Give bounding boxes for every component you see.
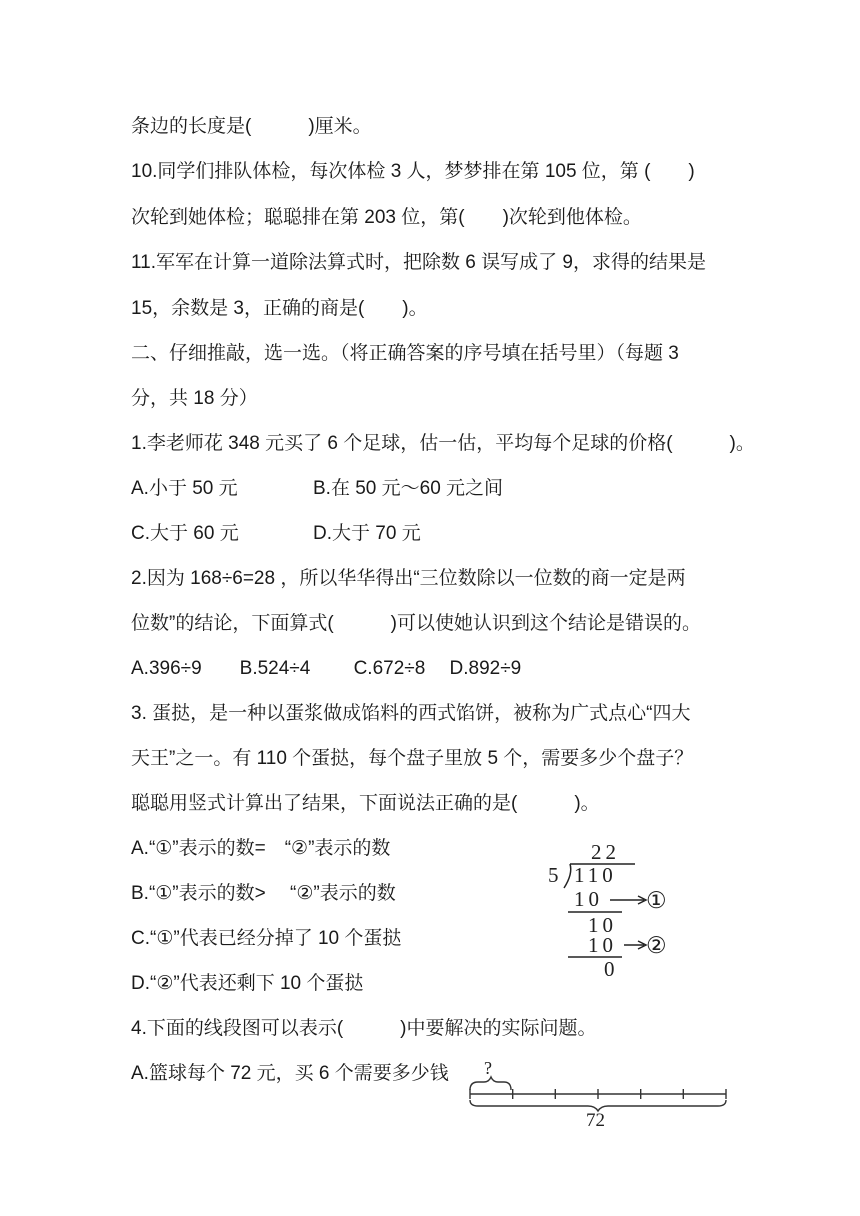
question-10-line-2: 次轮到她体检；聪聪排在第 203 位，第( )次轮到他体检。 — [131, 207, 642, 228]
division-bring-down: 10 — [588, 913, 617, 937]
mc-1-option-c: C.大于 60 元 — [131, 523, 239, 544]
segment-total-label: 72 — [586, 1110, 605, 1131]
marker-circled-2: ② — [646, 933, 667, 958]
mc-4-option-a: A.篮球每个 72 元，买 6 个需要多少钱 — [131, 1063, 449, 1084]
mc-question-3-line-2: 天王”之一。有 110 个蛋挞，每个盘子里放 5 个，需要多少个盘子？ — [131, 748, 694, 769]
division-remainder: 0 — [604, 957, 615, 980]
long-division-diagram — [540, 838, 680, 980]
mc-3-option-a: A.“①”表示的数= “②”表示的数 — [131, 838, 391, 859]
mc-question-3-line-1: 3. 蛋挞，是一种以蛋浆做成馅料的西式馅饼，被称为广式点心“四大 — [131, 703, 691, 724]
question-10-line-1: 10.同学们排队体检，每次体检 3 人，梦梦排在第 105 位，第 ( ) — [131, 161, 695, 182]
mc-question-4: 4.下面的线段图可以表示( )中要解决的实际问题。 — [131, 1018, 597, 1039]
section-2-heading-line-1: 二、仔细推敲，选一选。（将正确答案的序号填在括号里）（每题 3 — [131, 343, 679, 364]
mc-3-option-b: B.“①”表示的数> “②”表示的数 — [131, 883, 396, 904]
mc-3-option-c: C.“①”代表已经分掉了 10 个蛋挞 — [131, 928, 402, 949]
mc-1-option-b: B.在 50 元～60 元之间 — [313, 478, 504, 499]
division-bracket — [564, 864, 571, 888]
division-divisor: 5 — [548, 863, 559, 887]
top-brace — [470, 1077, 511, 1090]
question-11-line-1: 11.军军在计算一道除法算式时，把除数 6 误写成了 9，求得的结果是 — [131, 252, 706, 273]
mc-1-option-d: D.大于 70 元 — [313, 523, 421, 544]
segment-diagram — [462, 1058, 732, 1132]
mc-2-options: A.396÷9 B.524÷4 C.672÷8 D.892÷9 — [131, 658, 522, 679]
division-quotient: 22 — [591, 840, 620, 864]
marker-circled-1: ① — [646, 888, 667, 913]
mc-question-3-line-3: 聪聪用竖式计算出了结果，下面说法正确的是( )。 — [131, 793, 600, 814]
division-step-1: 10 — [574, 887, 603, 911]
division-dividend: 110 — [574, 863, 617, 887]
mc-question-2-line-1: 2.因为 168÷6=28 ，所以华华得出“三位数除以一位数的商一定是两 — [131, 568, 686, 589]
section-2-heading-line-2: 分，共 18 分） — [131, 388, 258, 409]
question-11-line-2: 15，余数是 3，正确的商是( )。 — [131, 298, 428, 319]
mc-1-option-a: A.小于 50 元 — [131, 478, 238, 499]
mc-question-2-line-2: 位数”的结论，下面算式( )可以使她认识到这个结论是错误的。 — [131, 613, 701, 634]
division-step-2: 10 — [588, 933, 617, 957]
text-line-1: 条边的长度是( )厘米。 — [131, 116, 372, 137]
unknown-question-mark: ? — [484, 1058, 492, 1078]
mc-3-option-d: D.“②”代表还剩下 10 个蛋挞 — [131, 973, 364, 994]
mc-question-1: 1.李老师花 348 元买了 6 个足球，估一估，平均每个足球的价格( )。 — [131, 433, 755, 454]
